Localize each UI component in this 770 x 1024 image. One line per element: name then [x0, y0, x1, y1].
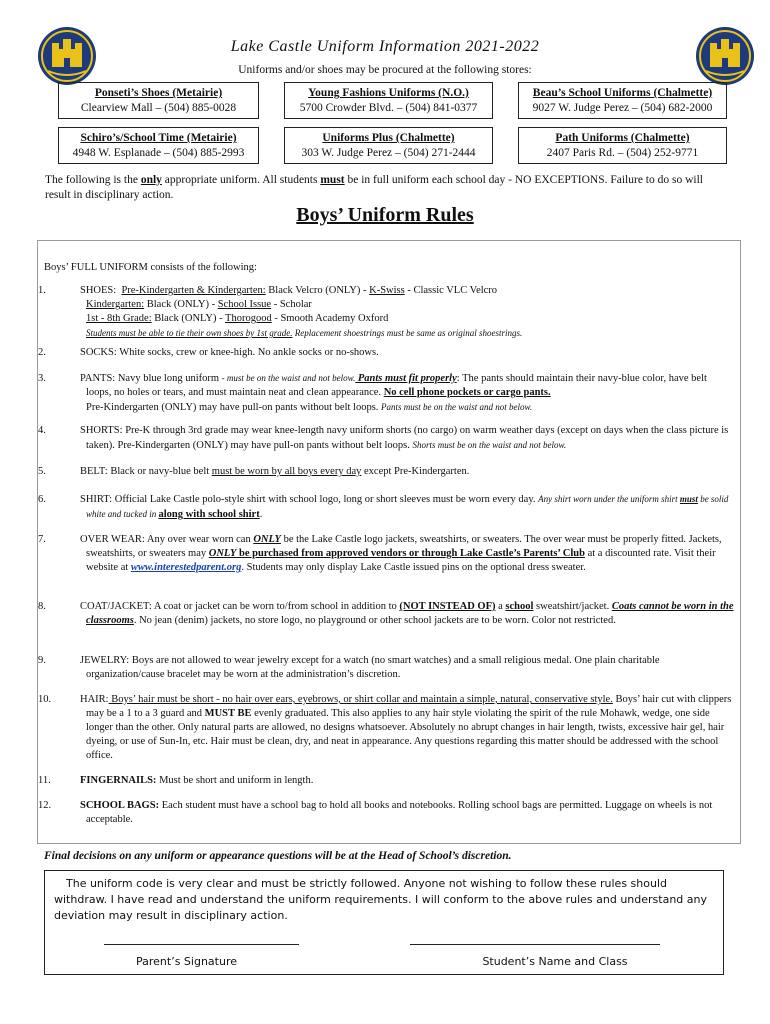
- student-name-line[interactable]: [410, 944, 660, 945]
- store-info: 9027 W. Judge Perez – (504) 682-2000: [532, 102, 713, 114]
- store-info: 5700 Crowder Blvd. – (504) 841-0377: [299, 102, 478, 114]
- store-box: [284, 127, 493, 164]
- rule-overwear: 7. OVER WEAR: Any over wear worn can ONLY be the Lake Castle logo jackets, sweatshirts, or sweaters. The over wear must be properly fitted. Jackets, sweatshirts, or sweaters may ONLY be purchased from approved vendors or through Lake Castle’s Parents’ Club at a discounted rate. Visit their website at www.interestedparent.org. Students may only display Lake Castle issued pins on the optional dress sweater.: [38, 534, 722, 573]
- rule-shirt: 6. SHIRT: Official Lake Castle polo-style shirt with school logo, long or short sleeves must be worn every day. Any shirt worn under the uniform shirt must be solid white and tucked in along with school shirt.: [38, 494, 729, 520]
- final-decision-note: Final decisions on any uniform or appearance questions will be at the Head of School’s discretion.: [44, 850, 512, 862]
- store-info: 303 W. Judge Perez – (504) 271-2444: [301, 147, 476, 159]
- rule-school-bags: 12. SCHOOL BAGS: Each student must have a school bag to hold all books and notebooks. Rolling school bags are permitted. Luggage on wheels is not acceptable.: [38, 800, 713, 825]
- store-box: [58, 127, 259, 164]
- store-name: Ponseti’s Shoes (Metairie): [94, 87, 223, 99]
- rule-coat: 8. COAT/JACKET: A coat or jacket can be worn to/from school in addition to (NOT INSTEAD OF) a school sweatshirt/jacket. Coats cannot be worn in the classrooms. No jean (denim) jackets, no store logo, no playground or other school jackets are to be worn. Color not restricted.: [38, 601, 734, 626]
- parent-signature-line[interactable]: [104, 944, 299, 945]
- store-box: [518, 127, 727, 164]
- rule-jewelry: 9. JEWELRY: Boys are not allowed to wear jewelry except for a watch (no smart watches) and a small religious medal. One plain charitable organization/cause bracelet may be worn at the administration’s discretion.: [38, 655, 660, 680]
- rules-heading: Boys’ Uniform Rules: [296, 204, 474, 226]
- rule-socks: 2. SOCKS: White socks, crew or knee-high. No ankle socks or no-shows.: [38, 347, 379, 358]
- store-name: Uniforms Plus (Chalmette): [322, 132, 455, 144]
- store-box: [518, 82, 727, 119]
- rule-shorts: 4. SHORTS: Pre-K through 3rd grade may wear knee-length navy uniform shorts (no cargo) on warm weather days (except on days when the class picture is taken). Pre-Kindergarten (ONLY) may have pull-on pants without belt loops. Shorts must be on the waist and not below.: [38, 425, 729, 451]
- rule-shoes: 1. SHOES: Pre-Kindergarten & Kindergarten: Black Velcro (ONLY) - K-Swiss - Classic VLC Velcro Kindergarten: Black (ONLY) - School Issue - Scholar 1st - 8th Grade: Black (ONLY) - Thorogood - Smooth Academy Oxford Students must be able to tie their own shoes by 1st grade. Replacement shoestrings must be same as original shoestrings.: [38, 285, 523, 338]
- rule-fingernails: 11. FINGERNAILS: Must be short and uniform in length.: [38, 775, 314, 786]
- rule-belt: 5. BELT: Black or navy-blue belt must be worn by all boys every day except Pre-Kindergarten.: [38, 466, 470, 477]
- document-title: Lake Castle Uniform Information 2021-2022: [230, 38, 540, 55]
- parent-signature-label: Parent’s Signature: [135, 955, 237, 968]
- store-box: [284, 82, 493, 119]
- school-crest-icon: [694, 25, 756, 87]
- store-name: Schiro’s/School Time (Metairie): [80, 132, 237, 144]
- store-name: Beau’s School Uniforms (Chalmette): [532, 87, 713, 99]
- parents-club-link[interactable]: www.interestedparent.org: [130, 562, 242, 573]
- intro-paragraph: The following is the only appropriate uniform. All students must be in full uniform each school day - NO EXCEPTIONS. Failure to do so will result in disciplinary action.: [45, 174, 703, 201]
- full-uniform-label: Boys’ FULL UNIFORM consists of the following:: [44, 262, 257, 273]
- store-name: Young Fashions Uniforms (N.O.): [308, 87, 469, 99]
- store-box: [58, 82, 259, 119]
- store-info: 4948 W. Esplanade – (504) 885-2993: [72, 147, 245, 159]
- store-info: Clearview Mall – (504) 885-0028: [80, 102, 237, 114]
- student-name-label: Student’s Name and Class: [482, 955, 628, 968]
- store-info: 2407 Paris Rd. – (504) 252-9771: [546, 147, 699, 159]
- agreement-text: The uniform code is very clear and must be strictly followed. Anyone not wishing to follow these rules should withdraw. I have read and understand the uniform requirements. I will conform to the above rules and understand any deviation may result in disciplinary action.: [54, 877, 708, 922]
- rule-hair: 10. HAIR: Boys’ hair must be short - no hair over ears, eyebrows, or shirt collar and maintain a simple, natural, conservative style. Boys’ hair cut with clippers may be a 1 to a 3 guard and MUST BE evenly graduated. This also applies to any hair style violating the spirit of the rule Mohawk, wedge, one side longer than the other. Only natural parts are allowed, no designs whatsoever. Absolutely no abrupt changes in hair length, twists, excessive hair gel, hair dyeing, or use of Sun-In, etc. Hair must be clean, dry, and neat in appearance. Any questions regarding this matter should be addressed with the school office.: [38, 694, 732, 761]
- school-crest-icon: [36, 25, 98, 87]
- rule-pants: 3. PANTS: Navy blue long uniform - must be on the waist and not below. Pants must fit properly: The pants should maintain their navy-blue color, have belt loops, no holes or tears, and must maintain neat and clean appearance. No cell phone pockets or cargo pants. Pre-Kindergarten (ONLY) may have pull-on pants without belt loops. Pants must be on the waist and not below.: [38, 373, 707, 413]
- store-name: Path Uniforms (Chalmette): [555, 132, 690, 144]
- document-subtitle: Uniforms and/or shoes may be procured at the following stores:: [238, 64, 532, 76]
